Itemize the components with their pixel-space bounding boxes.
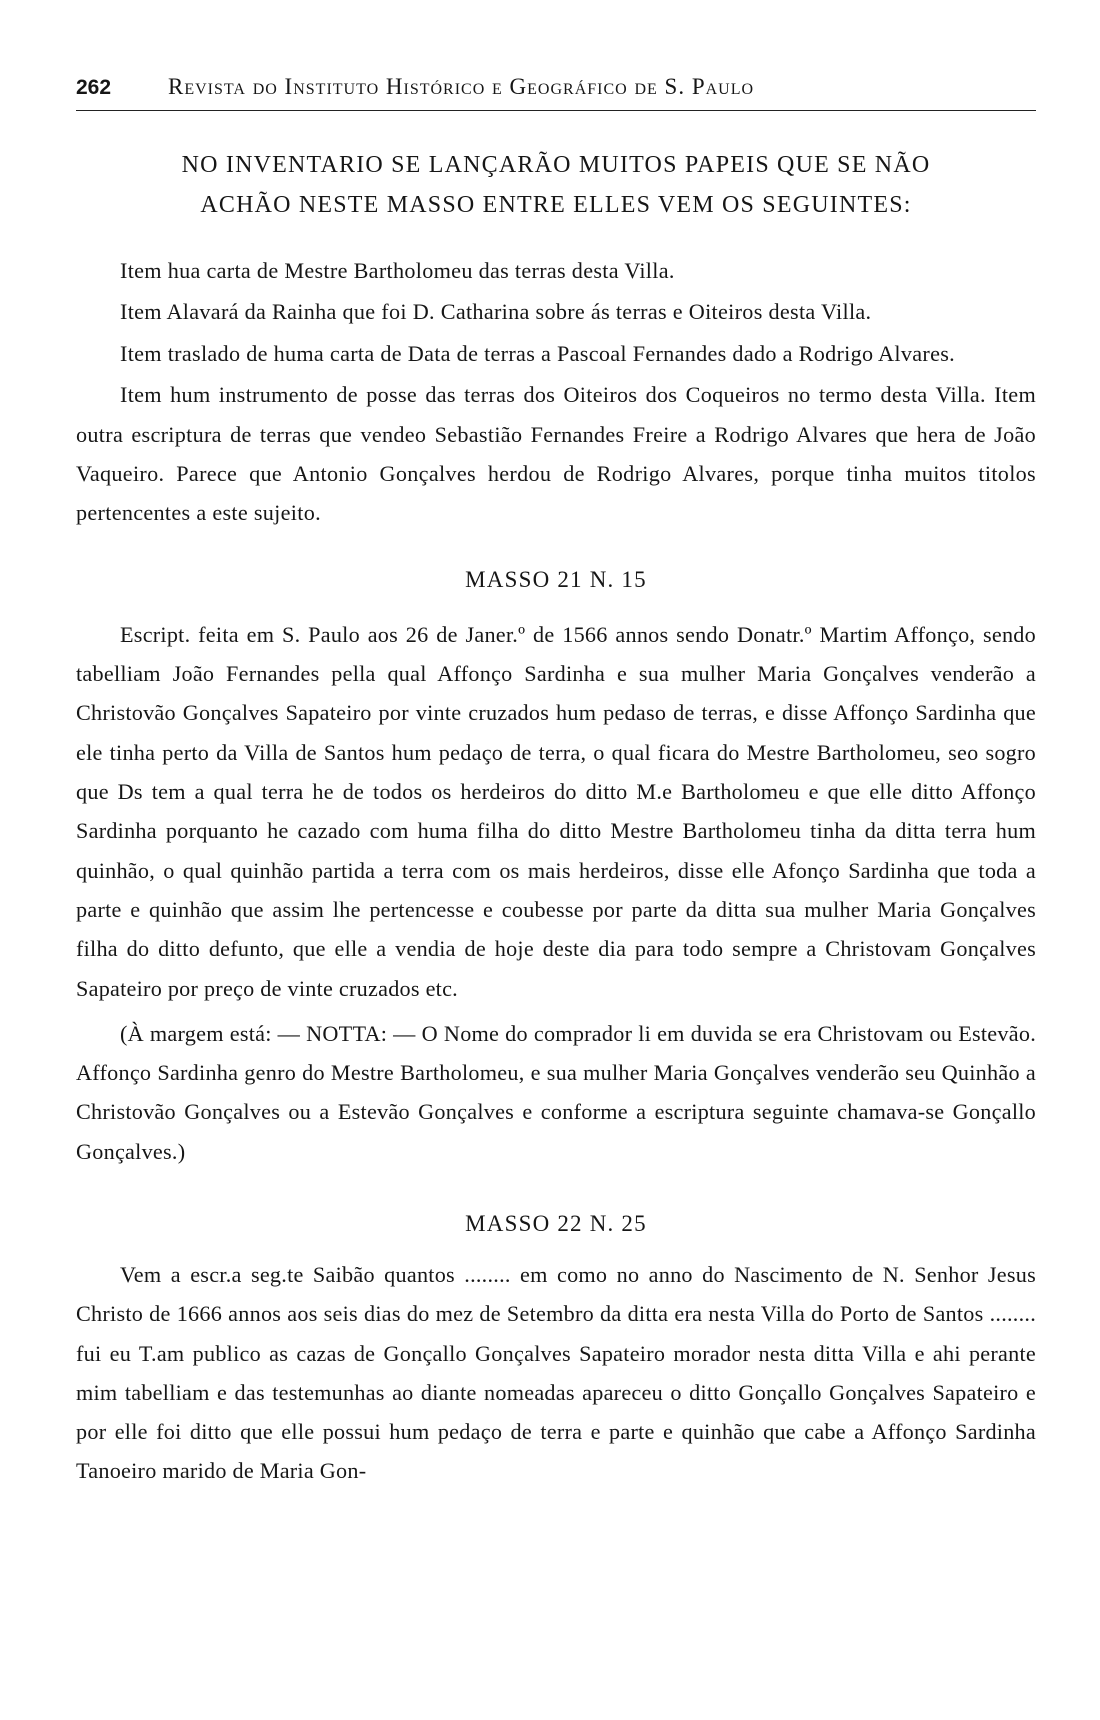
masso-21-body	[76, 615, 1036, 1171]
inventory-item: Item traslado de huma carta de Data de terras a Pascoal Fernandes dado a Rodrigo Alvares.	[120, 340, 956, 366]
masso-22-paragraph: Vem a escr.a seg.te Saibão quantos ........ em como no anno do Nascimento de N. Senhor Jesus Christo de 1666 annos aos seis dias do mez de Setembro da ditta era nesta Villa do Porto de Santos ........ fui eu T.am publico as cazas de Gonçallo Gonçalves Sapateiro morador nesta ditta Villa e ahi perante mim tabelliam e das testemunhas ao diante nomeadas apareceu o ditto Gonçallo Gonçalves Sapateiro e por elle foi ditto que elle possui hum pedaço de terra e parte e quinhão que cabe a Affonço Sardinha Tanoeiro marido de Maria Gon-	[76, 1262, 1036, 1484]
masso-21-paragraph: Escript. feita em S. Paulo aos 26 de Janer.º de 1566 annos sendo Donatr.º Martim Affonço, sendo tabelliam João Fernandes pella qual Affonço Sardinha e sua mulher Maria Gonçalves venderão a Christovão Gonçalves Sapateiro por vinte cruzados hum pedaso de terras, e disse Affonço Sardinha que ele tinha perto da Villa de Santos hum pedaço de terra, o qual ficara do Mestre Bartholomeu, seo sogro que Ds tem a qual terra he de todos os herdeiros do ditto M.e Bartholomeu e que elle ditto Affonço Sardinha porquanto he cazado com huma filha do ditto Mestre Bartholomeu tinha da ditta terra hum quinhão, o qual quinhão partida a terra com os mais herdeiros, disse elle Afonço Sardinha que toda a parte e quinhão que assim lhe pertencesse e coubesse por parte da ditta sua mulher Maria Gonçalves filha do ditto defunto, que elle a vendia de hoje deste dia para todo sempre a Christovam Gonçalves Sapateiro por preço de vinte cruzados etc.	[76, 621, 1036, 1001]
inventory-items	[76, 251, 1036, 533]
running-header	[76, 74, 1036, 111]
masso-22-heading: MASSO 22 N. 25	[465, 1211, 647, 1236]
section-heading-line-2: ACHÃO NESTE MASSO ENTRE ELLES VEM OS SEGUINTES:	[200, 192, 912, 218]
masso-22-body	[76, 1255, 1036, 1491]
page-number: 262	[76, 76, 112, 99]
marginal-note-paragraph: (À margem está: — NOTTA: — O Nome do comprador li em duvida se era Christovam ou Estevão. Affonço Sardinha genro do Mestre Bartholomeu, e sua mulher Maria Gonçalves venderão seu Quinhão a Christovão Gonçalves ou a Estevão Gonçalves e conforme a escriptura seguinte chamava-se Gonçallo Gonçalves.)	[76, 1020, 1036, 1164]
inventory-item: Item hum instrumento de posse das terras dos Oiteiros dos Coqueiros no termo desta Villa. Item outra escriptura de terras que vendeo Sebastião Fernandes Freire a Rodrigo Alvares que hera de João Vaqueiro. Parece que Antonio Gonçalves herdou de Rodrigo Alvares, porque tinha muitos titolos pertencentes a este sujeito.	[76, 382, 1036, 526]
section-heading	[76, 145, 1036, 225]
journal-title: Revista do Instituto Histórico e Geográfico de S. Paulo	[168, 74, 755, 99]
masso-21-heading: MASSO 21 N. 15	[465, 566, 647, 592]
section-heading-line-1: NO INVENTARIO SE LANÇARÃO MUITOS PAPEIS QUE SE NÃO	[181, 152, 931, 178]
inventory-item: Item hua carta de Mestre Bartholomeu das terras desta Villa.	[120, 258, 675, 283]
inventory-item: Item Alavará da Rainha que foi D. Catharina sobre ás terras e Oiteiros desta Villa.	[120, 299, 872, 325]
document-page	[76, 74, 1036, 1491]
